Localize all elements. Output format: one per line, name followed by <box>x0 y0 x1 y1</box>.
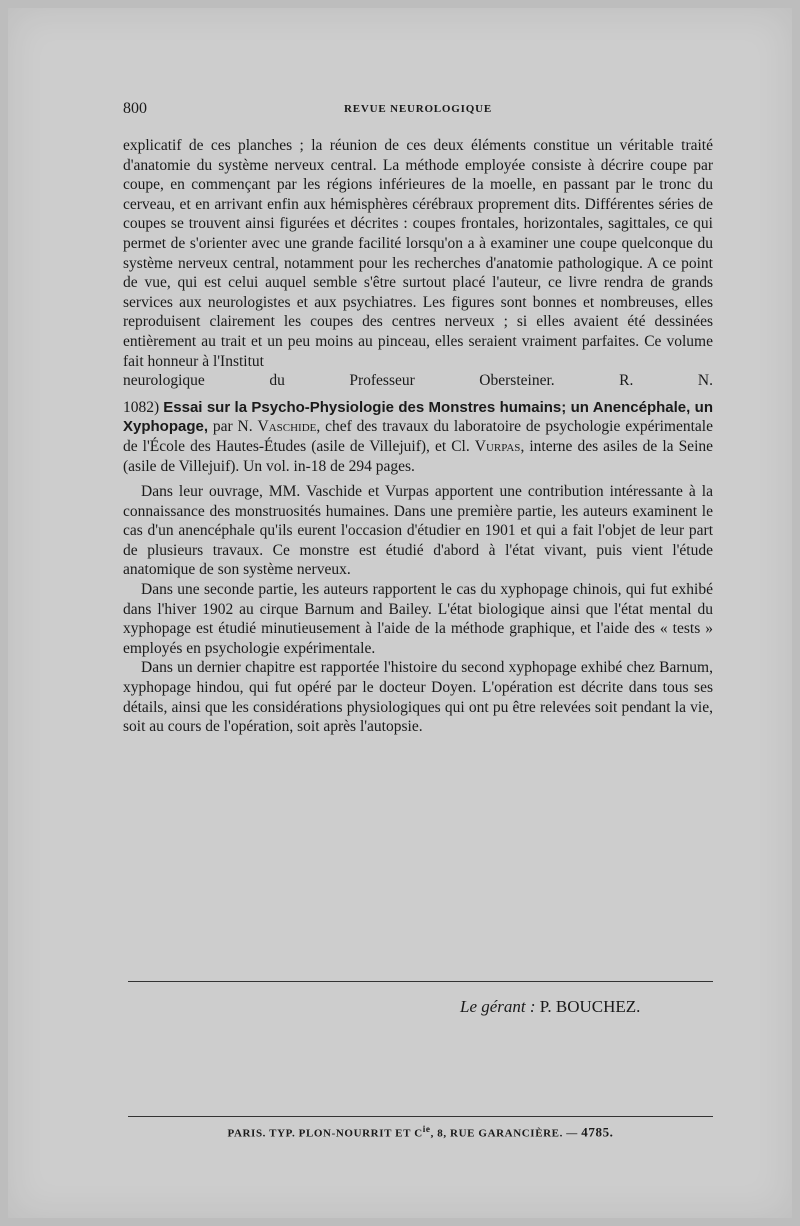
printer-sup: ie <box>422 1124 431 1134</box>
entry-title: Essai sur la Psycho-Physiologie des Monstres humains; un Anencéphale, un Xyphopage, <box>123 398 713 436</box>
review-last-line <box>123 371 713 391</box>
signature-name: P. BOUCHEZ. <box>539 997 641 1016</box>
review-last-line-text: neurologique du Professeur Obersteiner. <box>123 372 555 390</box>
paragraph-3: Dans un dernier chapitre est rapportée l'histoire du second xyphopage exhibé chez Barnum, xyphopage hindou, qui fut opéré par le docteur Doyen. L'opération est décrite dans tous ses détails, ainsi que les considérations physiologiques qui ont pu être relevées soit pendant la vie, soit au cours de l'opération, soit après l'autopsie. <box>123 659 713 736</box>
entry-affiliation: , chef des travaux du laboratoire de psychologie expérimentale de l'École des Hautes-Études (asile de Villejuif), et Cl. <box>123 418 713 455</box>
signature-label: Le gérant : <box>460 997 536 1016</box>
paragraph-2: Dans une seconde partie, les auteurs rapportent le cas du xyphopage chinois, qui fut exhibé dans l'hiver 1902 au cirque Barnum and Bailey. L'état biologique ainsi que l'état mental du xyphopage est étudié minutieusement à l'aide de la méthode graphique, et l'aide des « tests » employés en psychologie expérimentale. <box>123 581 713 657</box>
running-header <box>123 100 713 120</box>
journal-title: REVUE NEUROLOGIQUE <box>344 103 492 115</box>
entry-number: 1082) <box>123 398 160 416</box>
printer-number: 4785. <box>581 1124 614 1140</box>
footer-rule <box>128 1116 713 1117</box>
review-initials: R. N. <box>619 372 713 390</box>
printer-imprint <box>128 1124 713 1141</box>
signature-rule <box>128 981 713 982</box>
review-continued-text: explicatif de ces planches ; la réunion de ces deux éléments constitue un véritable traité d'anatomie du système nerveux central. La méthode employée consiste à décrire coupe par coupe, en commençant par les régions inférieures de la moelle, en passant par le tronc du cerveau, et en arrivant enfin aux hémisphères cérébraux proprement dits. Différentes séries de coupes se trouvent ainsi figurées et décrites : coupes frontales, horizontales, sagittales, ce qui permet de s'orienter avec une grande facilité lorsqu'on a à examiner une coupe quelconque du système nerveux central, notamment pour les recherches d'anatomie pathologique. A ce point de vue, qui est celui auquel semble s'être surtout placé l'auteur, ce livre rendra de grands services aux neurologistes et aux psychiatres. Les figures sont bonnes et nombreuses, elles reproduisent clairement les coupes des centres nerveux ; si elles avaient été dessinées entièrement au trait et un peu moins au pinceau, elles seraient vraiment parfaites. Ce volume fait honneur à l'Institut <box>123 137 713 370</box>
entry-author-2: Vurpas <box>474 437 521 455</box>
signature <box>460 997 640 1017</box>
page-number: 800 <box>123 100 147 117</box>
entry-publication: , interne des asiles de la Seine (asile de Villejuif). Un vol. in-18 de 294 pages. <box>123 437 714 475</box>
body-text <box>123 136 713 737</box>
printer-address: , 8, RUE GARANCIÈRE. — <box>430 1127 578 1140</box>
entry-by: par N. <box>212 418 253 436</box>
page <box>8 8 792 1218</box>
paragraph-1: Dans leur ouvrage, MM. Vaschide et Vurpas apportent une contribution intéressante à la connaissance des monstruosités humaines. Dans une première partie, les auteurs examinent le cas d'un anencéphale qu'ils eurent l'occasion d'étudier en 1901 et qui a fait l'objet de leur part de plusieurs travaux. Ce monstre est étudié d'abord à l'état vivant, puis vient l'étude anatomique de son système nerveux. <box>123 483 713 579</box>
printer-text: PARIS. TYP. PLON-NOURRIT ET C <box>227 1127 423 1140</box>
bibliography-entry <box>123 398 713 476</box>
entry-author-1: Vaschide <box>257 418 317 436</box>
